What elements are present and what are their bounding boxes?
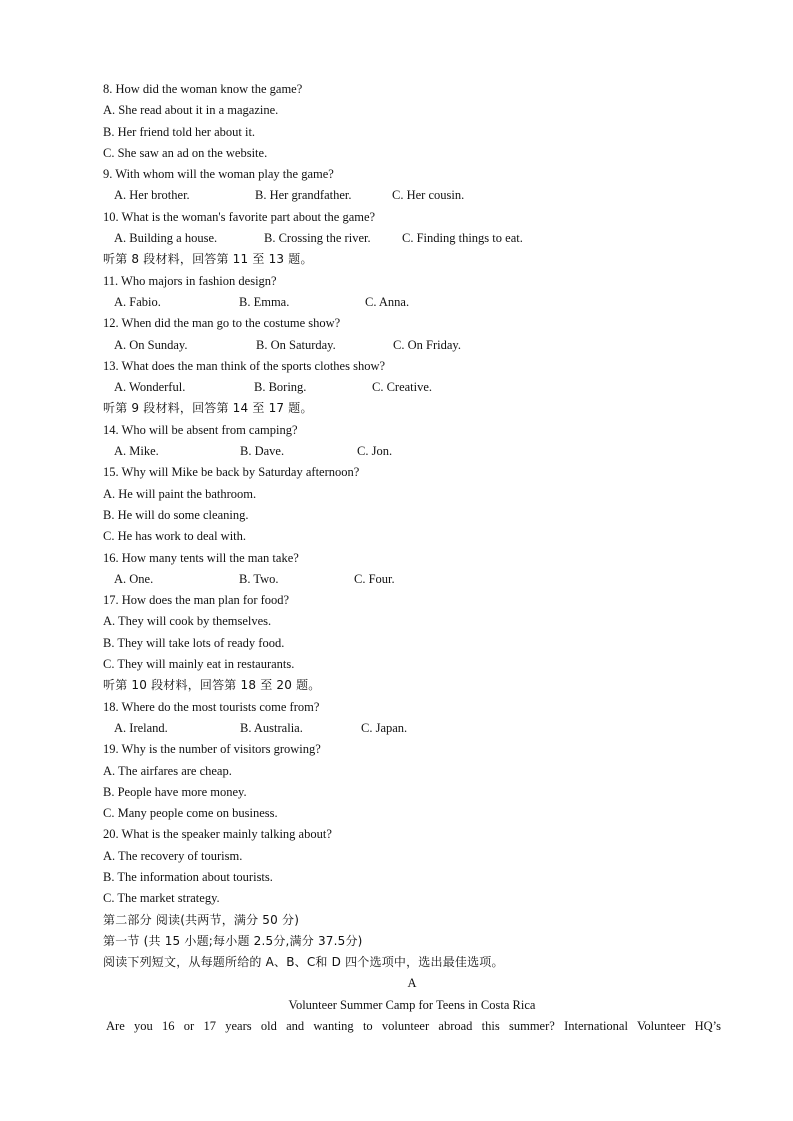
option-17b: B. They will take lots of ready food. [103, 635, 285, 650]
section-heading-8: 听第 8 段材料，回答第 11 至 13 题。 [103, 252, 313, 267]
option-10b: B. Crossing the river. [264, 231, 371, 246]
option-14a: A. Mike. [114, 444, 159, 459]
section-one-heading: 第一节 (共 15 小题;每小题 2.5分,满分 37.5分) [103, 933, 363, 948]
part-two-heading: 第二部分 阅读(共两节，满分 50 分) [103, 912, 300, 927]
option-13a: A. Wonderful. [114, 380, 186, 395]
question-9: 9. With whom will the woman play the game? [103, 167, 334, 182]
options-11 [103, 292, 721, 313]
section-heading-10: 听第 10 段材料，回答第 18 至 20 题。 [103, 678, 321, 693]
question-8: 8. How did the woman know the game? [103, 82, 303, 96]
question-16: 16. How many tents will the man take? [103, 550, 299, 565]
option-11c: C. Anna. [365, 294, 410, 309]
question-15: 15. Why will Mike be back by Saturday afternoon? [103, 465, 360, 480]
option-14c: C. Jon. [357, 444, 393, 459]
option-20a: A. The recovery of tourism. [103, 848, 243, 863]
options-16 [103, 569, 721, 590]
options-14 [103, 441, 721, 462]
question-14: 14. Who will be absent from camping? [103, 422, 298, 437]
passage-title: Volunteer Summer Camp for Teens in Costa Rica [288, 997, 536, 1012]
option-10a: A. Building a house. [114, 231, 218, 246]
passage-first-line: Are you 16 or 17 years old and wanting to volunteer abroad this summer? International Volunteer HQ’s [106, 1019, 721, 1034]
option-15a: A. He will paint the bathroom. [103, 486, 257, 501]
exam-page [103, 79, 721, 1037]
option-15c: C. He has work to deal with. [103, 529, 247, 544]
section-heading-9: 听第 9 段材料，回答第 14 至 17 题。 [103, 401, 313, 416]
option-13b: B. Boring. [254, 380, 307, 395]
option-11b: B. Emma. [239, 294, 290, 309]
options-18 [103, 718, 721, 739]
option-9b: B. Her grandfather. [255, 188, 352, 203]
option-10c: C. Finding things to eat. [402, 231, 523, 246]
question-17: 17. How does the man plan for food? [103, 593, 290, 608]
options-13 [103, 377, 721, 398]
question-12: 12. When did the man go to the costume show? [103, 316, 341, 331]
options-10 [103, 228, 721, 249]
option-17c: C. They will mainly eat in restaurants. [103, 657, 295, 672]
option-8c: C. She saw an ad on the website. [103, 145, 268, 160]
option-8b: B. Her friend told her about it. [103, 124, 256, 139]
question-10: 10. What is the woman's favorite part about the game? [103, 209, 376, 224]
question-13: 13. What does the man think of the sports clothes show? [103, 358, 386, 373]
option-11a: A. Fabio. [114, 294, 161, 309]
question-11: 11. Who majors in fashion design? [103, 273, 277, 288]
reading-instructions: 阅读下列短文，从每题所给的 A、B、C和 D 四个选项中，选出最佳选项。 [103, 955, 504, 970]
passage-letter: A [407, 976, 417, 991]
option-19a: A. The airfares are cheap. [103, 763, 232, 778]
option-17a: A. They will cook by themselves. [103, 614, 272, 629]
question-18: 18. Where do the most tourists come from? [103, 699, 320, 714]
option-12c: C. On Friday. [393, 337, 461, 352]
option-8a: A. She read about it in a magazine. [103, 103, 279, 118]
options-12 [103, 335, 721, 356]
question-19: 19. Why is the number of visitors growing? [103, 742, 321, 757]
option-18b: B. Australia. [240, 720, 303, 735]
option-16c: C. Four. [354, 571, 395, 586]
option-12b: B. On Saturday. [256, 337, 336, 352]
option-19b: B. People have more money. [103, 784, 247, 799]
option-9c: C. Her cousin. [392, 188, 465, 203]
option-12a: A. On Sunday. [114, 337, 188, 352]
option-15b: B. He will do some cleaning. [103, 507, 249, 522]
option-14b: B. Dave. [240, 444, 285, 459]
question-20: 20. What is the speaker mainly talking about? [103, 827, 332, 842]
option-20c: C. The market strategy. [103, 891, 220, 906]
option-18a: A. Ireland. [114, 720, 168, 735]
option-16a: A. One. [114, 571, 154, 586]
option-18c: C. Japan. [361, 720, 408, 735]
option-9a: A. Her brother. [114, 188, 190, 203]
option-16b: B. Two. [239, 571, 279, 586]
option-13c: C. Creative. [372, 380, 433, 395]
option-19c: C. Many people come on business. [103, 806, 278, 821]
options-9 [103, 185, 721, 206]
option-20b: B. The information about tourists. [103, 869, 273, 884]
